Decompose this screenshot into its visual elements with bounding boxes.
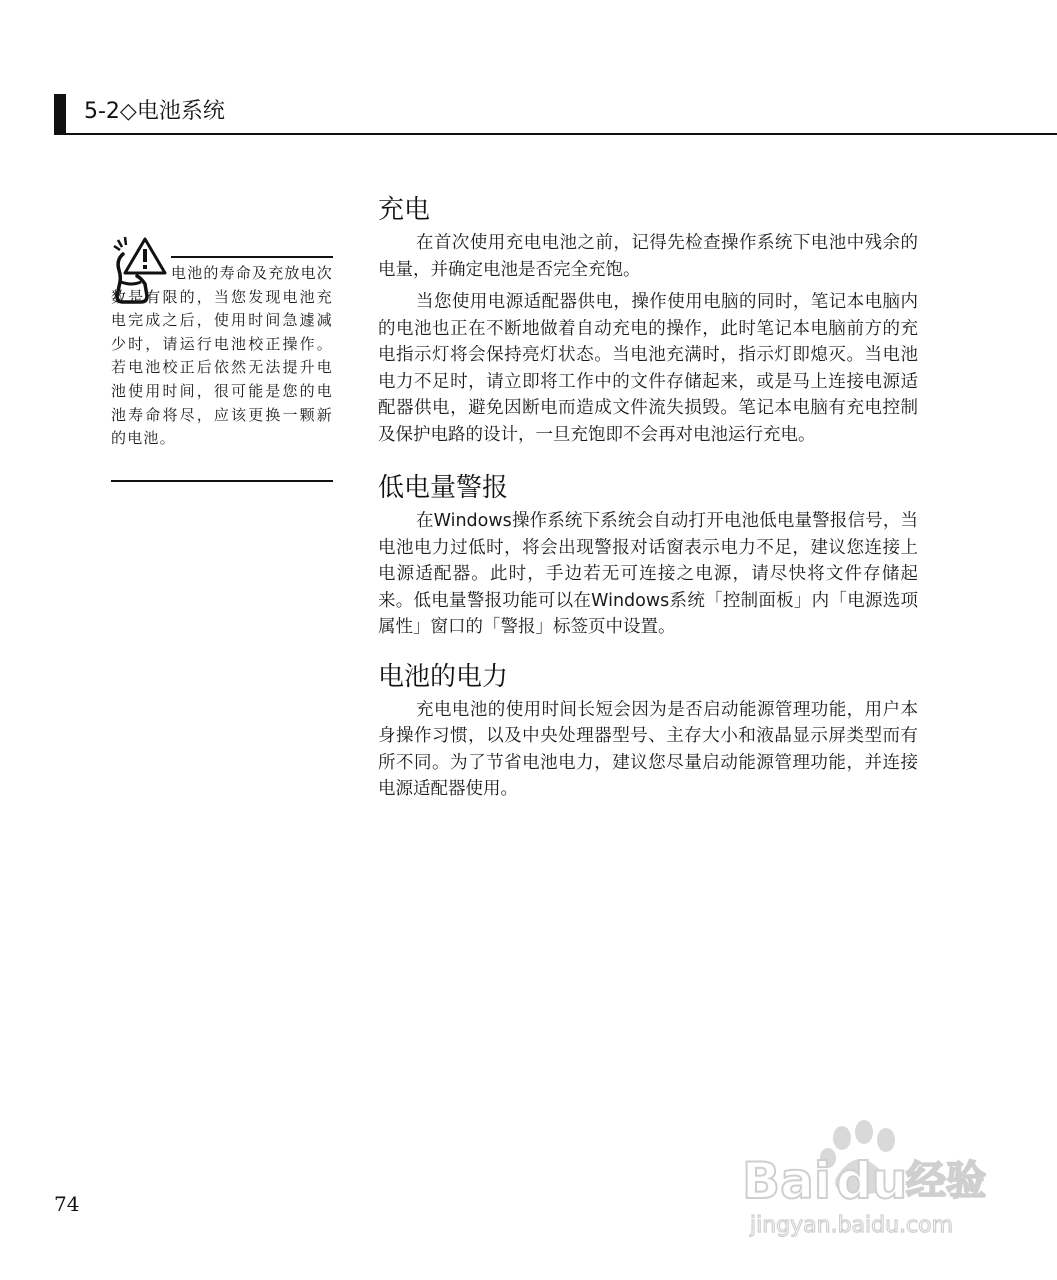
section-battery-power (378, 659, 918, 803)
paragraph: 充电电池的使用时间长短会因为是否启动能源管理功能，用户本身操作习惯，以及中央处理器型号、主存大小和液晶显示屏类型而有所不同。为了节省电池电力，建议您尽量启动能源管理功能，并连接电源适配器使用。 (378, 699, 918, 799)
header-accent-bar (54, 94, 66, 134)
paragraph: 在首次使用充电电池之前，记得先检查操作系统下电池中残余的电量，并确定电池是否完全充饱。 (378, 233, 918, 280)
section-low-battery-alarm (378, 470, 918, 641)
svg-text:du: du (836, 1152, 908, 1210)
header-divider (54, 133, 1057, 135)
page-header-title: 5-2◇电池系统 (84, 99, 225, 124)
svg-text:jingyan.baidu.com: jingyan.baidu.com (750, 1213, 954, 1238)
paragraph: 当您使用电源适配器供电，操作使用电脑的同时，笔记本电脑内的电池也正在不断地做着自动充电的操作，此时笔记本电脑前方的充电指示灯将会保持亮灯状态。当电池充满时，指示灯即熄灭。当电池电力不足时，请立即将工作中的文件存储起来，或是马上连接电源适配器供电，避免因断电而造成文件流失损毁。笔记本电脑有充电控制及保护电路的设计，一旦充饱即不会再对电池运行充电。 (378, 292, 918, 445)
section-title: 电池的电力 (378, 661, 509, 692)
main-content (378, 192, 918, 809)
section-title: 低电量警报 (378, 473, 509, 503)
note-text: 电池的寿命及充放电次数是有限的，当您发现电池充电完成之后，使用时间急遽减少时，请运行电池校正操作。若电池校正后依然无法提升电池使用时间，很可能是您的电池寿命将尽，应该更换一颗新的电池。 (111, 264, 334, 448)
section-title: 充电 (378, 195, 431, 225)
page-number: 74 (54, 1192, 80, 1216)
svg-text:Bai: Bai (742, 1152, 831, 1210)
baidu-watermark-logo (740, 1118, 1010, 1248)
section-charging (378, 192, 918, 448)
paragraph: 在Windows操作系统下系统会自动打开电池低电量警报信号，当电池电力过低时，将会出现警报对话窗表示电力不足，建议您连接上电源适配器。此时，手边若无可连接之电源，请尽快将文件存储起来。低电量警报功能可以在Windows系统「控制面板」内「电源选项 属性」窗口的「警报」标签页中设置。 (378, 511, 918, 637)
note-bottom-rule (111, 480, 333, 482)
svg-text:经验: 经验 (906, 1158, 986, 1204)
note-top-rule (171, 256, 333, 258)
